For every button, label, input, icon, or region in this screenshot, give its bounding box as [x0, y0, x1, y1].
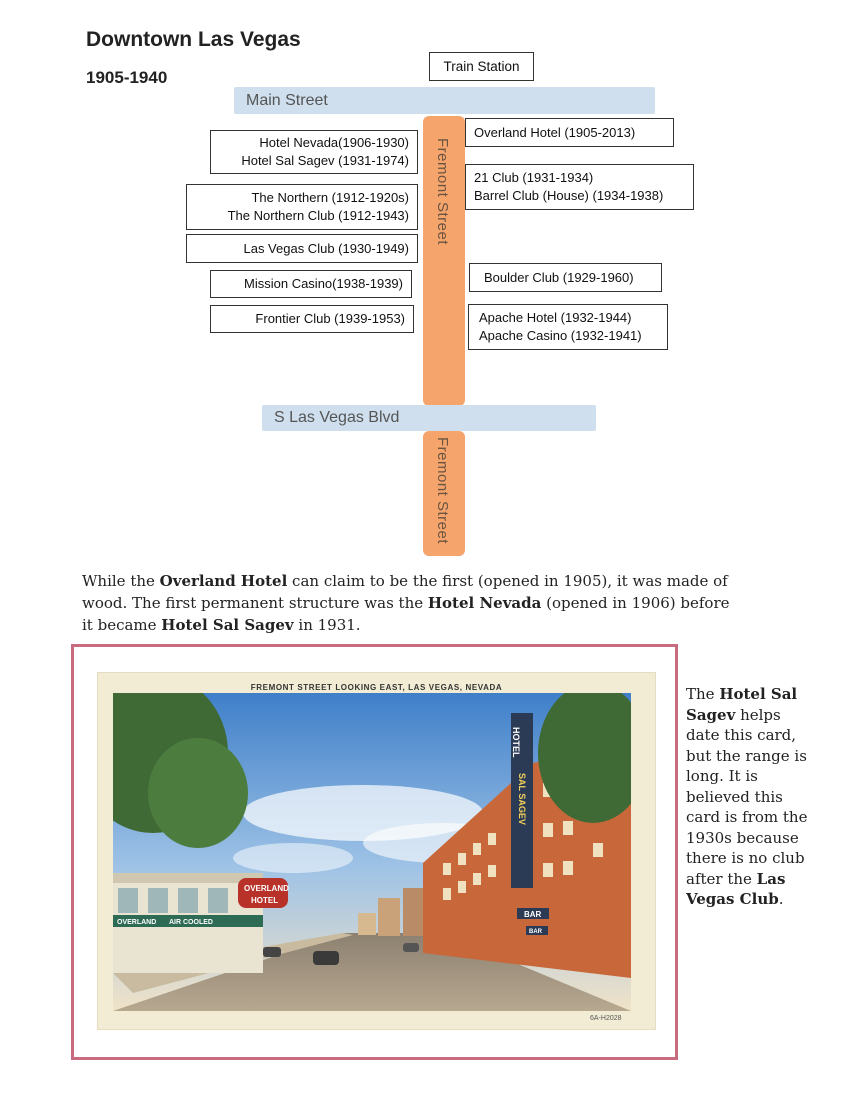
box-line: 21 Club (1931-1934)	[474, 170, 594, 185]
box-line: The Northern Club (1912-1943)	[227, 208, 409, 223]
window	[118, 888, 138, 913]
bold-text: Overland Hotel	[159, 572, 288, 590]
train-station-label: Train Station	[443, 58, 520, 74]
box-line: Hotel Sal Sagev (1931-1974)	[241, 153, 409, 168]
box-line: Boulder Club (1929-1960)	[484, 269, 634, 285]
hotel-sign-text: HOTEL	[251, 896, 279, 905]
text: .	[778, 890, 784, 908]
text: While the	[82, 572, 160, 590]
postcard-code: 6A-H2028	[590, 1015, 622, 1022]
intro-paragraph	[82, 570, 732, 636]
bold-text: Hotel Sal Sagev	[161, 616, 294, 634]
text: (opened in 1906) before it became	[82, 594, 730, 634]
bar-sign-text: BAR	[524, 910, 542, 919]
page-title: Downtown Las Vegas	[86, 28, 301, 51]
overland-awning-sign: OVERLAND	[117, 919, 157, 926]
side-note	[686, 684, 816, 910]
box-line: Apache Hotel (1932-1944)	[479, 310, 632, 325]
cloud	[233, 843, 353, 873]
mission-casino-box	[210, 270, 412, 298]
box-line: Overland Hotel (1905-2013)	[474, 124, 636, 140]
box-line: Apache Casino (1932-1941)	[479, 328, 642, 343]
text: helps date this card, but the range is long. It is believed this card is from the 1930s because there is no club after the	[686, 705, 808, 888]
car	[263, 947, 281, 957]
bold-text: Las Vegas Club	[686, 869, 786, 908]
window	[178, 888, 198, 913]
fremont-street-lower-label: Fremont Street	[434, 437, 451, 545]
box-line: Hotel Nevada(1906-1930)	[259, 135, 409, 150]
boulder-club-box	[469, 263, 662, 292]
overland-sign-text: OVERLAND	[244, 884, 289, 893]
distant-building	[378, 898, 400, 936]
text: can claim to be the first (opened in 1905), it was made of wood. The first permanent structure was the	[82, 572, 728, 612]
bar-small-text: BAR	[529, 929, 542, 935]
text: The	[686, 685, 720, 703]
box-line: Frontier Club (1939-1953)	[255, 311, 405, 326]
postcard-caption: FREMONT STREET LOOKING EAST, LAS VEGAS, NEVADA	[250, 683, 503, 692]
car	[403, 943, 419, 952]
tree	[148, 738, 248, 848]
apache-hotel-box	[468, 304, 668, 350]
window	[148, 888, 168, 913]
sal-sagev-text: SAL SAGEV	[517, 773, 527, 825]
distant-building	[403, 888, 423, 936]
fremont-street-upper-label: Fremont Street	[434, 138, 451, 246]
the-northern-box	[186, 184, 418, 230]
box-line: Las Vegas Club (1930-1949)	[243, 240, 409, 256]
train-station-box	[429, 52, 534, 81]
hotel-vertical-text: HOTEL	[511, 727, 521, 758]
distant-building	[358, 913, 376, 935]
box-line: The Northern (1912-1920s)	[251, 190, 409, 205]
car	[313, 951, 339, 965]
air-cooled-sign: AIR COOLED	[169, 919, 213, 926]
s-las-vegas-blvd-label: S Las Vegas Blvd	[274, 409, 400, 426]
bold-text: Hotel Sal Sagev	[686, 685, 798, 724]
box-line: Barrel Club (House) (1934-1938)	[474, 188, 664, 203]
frontier-club-box	[210, 305, 414, 333]
bold-text: Hotel Nevada	[427, 594, 542, 612]
main-street-road	[234, 87, 655, 114]
main-street-label: Main Street	[246, 91, 328, 109]
page-subtitle: 1905-1940	[86, 68, 168, 87]
box-line: Mission Casino(1938-1939)	[244, 276, 403, 291]
21-club-box	[465, 164, 694, 210]
text: in 1931.	[293, 616, 361, 634]
s-las-vegas-blvd-road	[262, 405, 596, 431]
postcard-illustration	[113, 693, 631, 1011]
las-vegas-club-box	[186, 234, 418, 263]
overland-hotel-box	[465, 118, 674, 147]
window	[208, 888, 228, 913]
hotel-nevada-box	[210, 130, 418, 174]
